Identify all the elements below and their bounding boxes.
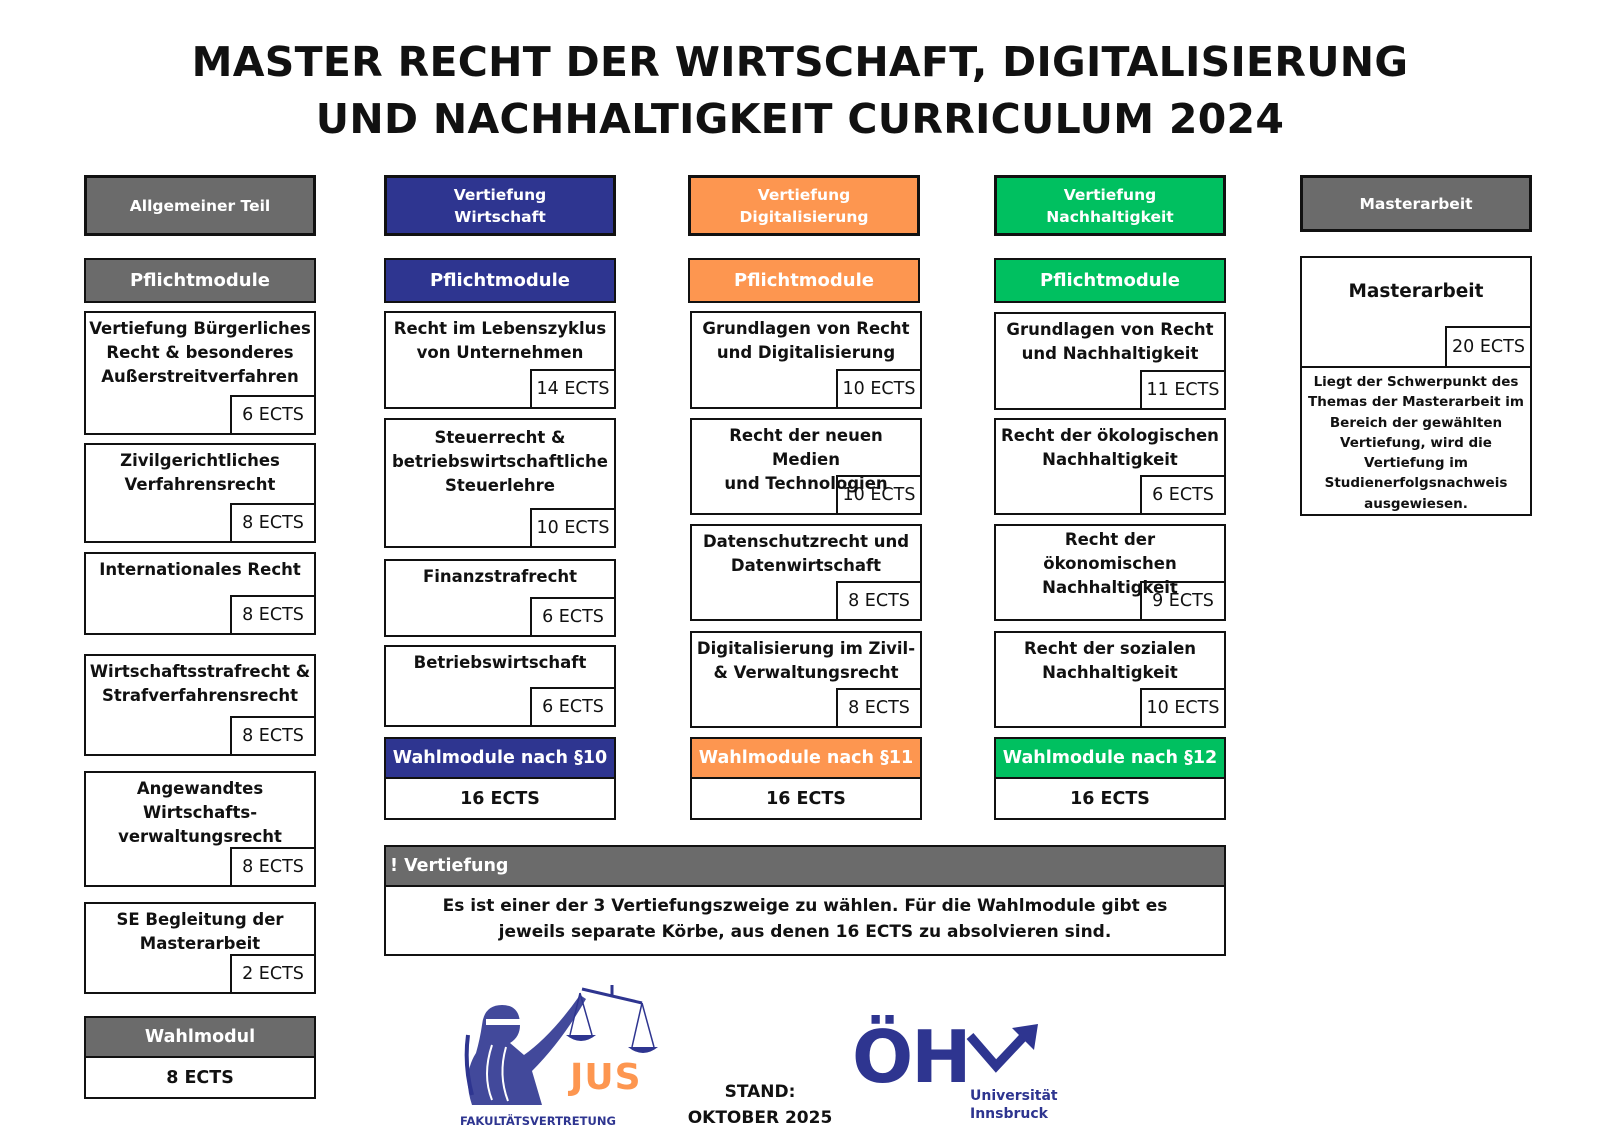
module-name: Recht im Lebenszyklus von Unternehmen <box>393 319 607 362</box>
module-name: Datenschutzrecht und Datenwirtschaft <box>702 532 910 575</box>
module-ects: 8 ECTS <box>230 716 314 754</box>
column-header-vertiefung-wirtschaft: Vertiefung Wirtschaft <box>384 175 616 236</box>
module-ects: 10 ECTS <box>836 475 920 513</box>
module-ects: 6 ECTS <box>1140 475 1224 513</box>
module-name: Wirtschaftsstrafrecht & Strafverfahrensrecht <box>89 662 311 705</box>
module-name: Steuerrecht & betriebswirtschaftliche Steuerlehre <box>391 428 608 495</box>
module-ects: 6 ECTS <box>230 395 314 433</box>
vertiefung-note-line-1: Es ist einer der 3 Vertiefungszweige zu wählen. Für die Wahlmodule gibt es <box>442 896 1168 916</box>
module-name: Finanzstrafrecht <box>422 567 578 586</box>
module-ects: 6 ECTS <box>530 687 614 725</box>
stand-label: STAND: <box>724 1082 796 1102</box>
column-header-vertiefung-nachhaltigkeit: Vertiefung Nachhaltigkeit <box>994 175 1226 236</box>
wahlmodule-ects-wirtschaft: 16 ECTS <box>384 779 616 820</box>
module-card <box>690 418 922 515</box>
masterarbeit-card <box>1300 256 1532 368</box>
wahlmodule-ects-nachhaltig: 16 ECTS <box>994 779 1226 820</box>
module-ects: 10 ECTS <box>1140 688 1224 726</box>
module-card <box>994 631 1226 728</box>
column-header-vertiefung-digitalisierung: Vertiefung Digitalisierung <box>688 175 920 236</box>
vertiefung-note-header: ! Vertiefung <box>384 845 1226 887</box>
module-ects: 6 ECTS <box>530 597 614 635</box>
module-ects: 11 ECTS <box>1140 370 1224 408</box>
pflichtmodule-header-allgemein: Pflichtmodule <box>84 258 316 303</box>
module-card <box>84 443 316 543</box>
pflichtmodule-header-nachhaltig: Pflichtmodule <box>994 258 1226 303</box>
module-ects: 8 ECTS <box>836 581 920 619</box>
module-card <box>84 552 316 635</box>
module-name: Betriebswirtschaft <box>413 653 587 672</box>
module-ects: 10 ECTS <box>530 508 614 546</box>
module-name: Grundlagen von Recht und Nachhaltigkeit <box>1006 320 1214 363</box>
module-name: Zivilgerichtliches Verfahrensrecht <box>120 451 280 494</box>
module-name: Recht der sozialen Nachhaltigkeit <box>1023 639 1197 682</box>
module-card <box>690 631 922 728</box>
wahlmodule-ects-digital: 16 ECTS <box>690 779 922 820</box>
module-card <box>384 311 616 409</box>
arrow-logo-icon <box>966 1020 1046 1090</box>
masterarbeit-ects: 20 ECTS <box>1445 326 1530 366</box>
column-header-masterarbeit: Masterarbeit <box>1300 175 1532 232</box>
module-card <box>84 311 316 435</box>
module-name: SE Begleitung der Masterarbeit <box>116 910 284 953</box>
masterarbeit-note-box <box>1300 366 1532 516</box>
vertiefung-note-line-2: jeweils separate Körbe, aus denen 16 ECTS zu absolvieren sind. <box>498 922 1112 942</box>
wahlmodule-header-nachhaltig: Wahlmodule nach §12 <box>994 737 1226 779</box>
masterarbeit-note: Liegt der Schwerpunkt des Themas der Masterarbeit im Bereich der gewählten Vertiefung, wird die Vertiefung im Studienerfolgsnachweis ausgewiesen. <box>1308 374 1524 512</box>
module-card <box>384 559 616 637</box>
module-card <box>994 312 1226 410</box>
module-name: Recht der neuen Medien und Technologien <box>724 426 888 493</box>
jus-logo-text: JUS <box>570 1057 642 1098</box>
module-ects: 8 ECTS <box>836 688 920 726</box>
module-card <box>84 771 316 887</box>
module-ects: 8 ECTS <box>230 847 314 885</box>
module-name: Internationales Recht <box>99 560 301 579</box>
module-ects: 8 ECTS <box>230 595 314 633</box>
wahlmodul-header: Wahlmodul <box>84 1016 316 1058</box>
module-ects: 8 ECTS <box>230 503 314 541</box>
module-name: Recht der ökologischen Nachhaltigkeit <box>1001 426 1219 469</box>
wahlmodule-header-wirtschaft: Wahlmodule nach §10 <box>384 737 616 779</box>
jus-logo <box>462 975 672 1130</box>
module-card <box>690 311 922 409</box>
module-card <box>384 645 616 727</box>
module-ects: 14 ECTS <box>530 369 614 407</box>
column-header-allgemeiner-teil: Allgemeiner Teil <box>84 175 316 236</box>
oeh-subtitle-2: Innsbruck <box>970 1106 1048 1122</box>
module-card <box>994 418 1226 515</box>
wahlmodule-header-digital: Wahlmodule nach §11 <box>690 737 922 779</box>
stand-value: OKTOBER 2025 <box>687 1108 833 1128</box>
pflichtmodule-header-wirtschaft: Pflichtmodule <box>384 258 616 303</box>
module-name: Recht der ökonomischen Nachhaltigkeit <box>1042 530 1178 597</box>
vertiefung-note-body <box>384 887 1226 956</box>
jus-logo-subtitle: FAKULTÄTSVERTRETUNG <box>460 1114 616 1128</box>
module-card <box>84 654 316 756</box>
module-name: Vertiefung Bürgerliches Recht & besonderes Außerstreitverfahren <box>89 319 311 386</box>
wahlmodul-ects: 8 ECTS <box>84 1058 316 1099</box>
module-name: Angewandtes Wirtschafts- verwaltungsrecht <box>118 779 282 846</box>
module-name: Digitalisierung im Zivil- & Verwaltungsrecht <box>696 639 916 682</box>
masterarbeit-title: Masterarbeit <box>1348 281 1484 302</box>
module-card <box>994 524 1226 621</box>
pflichtmodule-header-digital: Pflichtmodule <box>688 258 920 303</box>
oeh-subtitle-1: Universität <box>970 1088 1058 1104</box>
module-ects: 10 ECTS <box>836 369 920 407</box>
module-ects: 2 ECTS <box>230 954 314 992</box>
module-card <box>84 902 316 994</box>
module-card <box>690 524 922 621</box>
module-name: Grundlagen von Recht und Digitalisierung <box>702 319 910 362</box>
stand-date <box>680 1079 840 1131</box>
oeh-logo-text: ÖH <box>852 1015 970 1099</box>
page-title-line-1: MASTER RECHT DER WIRTSCHAFT, DIGITALISIERUNG <box>191 38 1409 86</box>
module-card <box>384 418 616 548</box>
module-ects: 9 ECTS <box>1140 581 1224 619</box>
oeh-logo <box>852 1010 1058 1128</box>
page-title-line-2: UND NACHHALTIGKEIT CURRICULUM 2024 <box>315 95 1285 143</box>
